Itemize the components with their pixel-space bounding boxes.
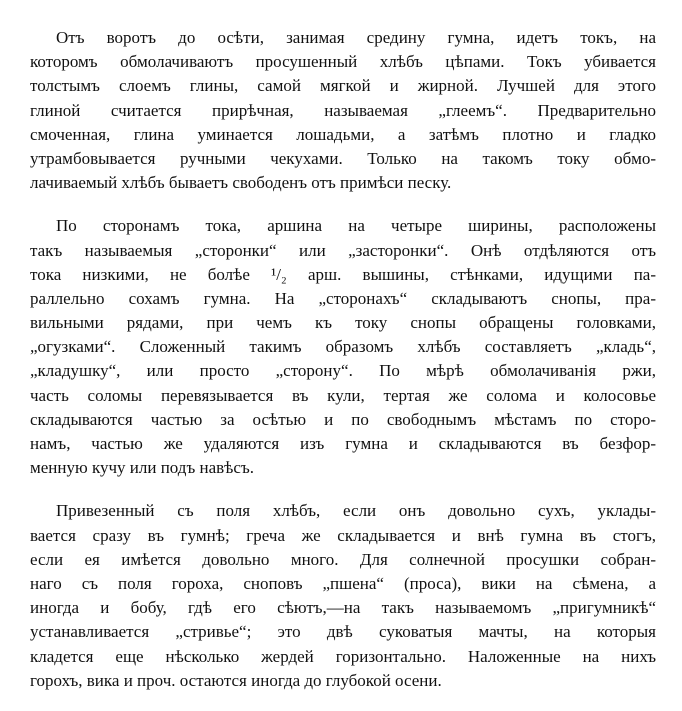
text-line: часть соломы перевязывается въ кули, тертая же солома и колосовье (30, 385, 656, 405)
text-line: иногда и бобу, гдѣ его сѣютъ,—на такъ называемомъ „пригумникѣ“ (30, 598, 656, 618)
text-line: вильными рядами, при чемъ къ току снопы обращены головками, (30, 313, 656, 333)
text-line: тока низкими, не болѣе ¹/₂ арш. вышины, стѣнками, идущими па- (30, 264, 656, 284)
text-line: „огузками“. Сложенный такимъ образомъ хлѣбъ составляетъ „кладь“, (30, 337, 656, 357)
text-line: наго съ поля гороха, сноповъ „пшена“ (проса), вики на сѣмена, а (30, 573, 656, 593)
text-line: если ея имѣется довольно много. Для солнечной просушки собран- (30, 549, 656, 569)
text-line: менную кучу или подъ навѣсъ. (30, 458, 254, 478)
text-line: Привезенный съ поля хлѣбъ, если онъ довольно сухъ, уклады- (56, 501, 656, 521)
text-line: горохъ, вика и проч. остаются иногда до глубокой осени. (30, 670, 442, 690)
text-line: Отъ воротъ до осѣти, занимая средину гумна, идетъ токъ, на (56, 28, 656, 47)
text-line: которомъ обмолачиваютъ просушенный хлѣбъ цѣпами. Токъ убивается (30, 52, 656, 72)
paragraph-drying (30, 499, 656, 693)
text-line: раллельно сохамъ гумна. На „сторонахъ“ складываютъ снопы, пра- (30, 288, 656, 308)
paragraph-storonki (30, 214, 656, 480)
text-line: По сторонамъ тока, аршина на четыре ширины, расположены (56, 216, 656, 236)
text-line: толстымъ слоемъ глины, самой мягкой и жирной. Лучшей для этого (30, 76, 656, 96)
text-line: лачиваемый хлѣбъ бываетъ свободенъ отъ примѣси песку. (30, 173, 452, 193)
text-line: такъ называемыя „сторонки“ или „засторонки“. Онѣ отдѣляются отъ (30, 240, 656, 260)
text-line: складываются частью за осѣтью и по свободнымъ мѣстамъ по сторо- (30, 409, 656, 429)
text-line: утрамбовывается ручными чекухами. Только на такомъ току обмо- (30, 148, 656, 168)
text-line: смоченная, глина уминается лошадьми, а затѣмъ плотно и гладко (30, 124, 656, 144)
text-line: устанавливается „стривье“; это двѣ суковатыя мачты, на которыя (30, 622, 656, 642)
text-line: глиной считается приpѣчная, называемая „глеемъ“. Предварительно (30, 100, 656, 120)
text-line: кладется еще нѣсколько жердей горизонтально. Наложенные на нихъ (30, 646, 656, 666)
paragraph-threshing-floor (30, 26, 656, 195)
text-line: намъ, частью же удаляются изъ гумна и складываются въ безфор- (30, 434, 656, 453)
document-page (30, 26, 656, 711)
text-line: „кладушку“, или просто „сторону“. По мѣрѣ обмолачиванія ржи, (30, 361, 656, 381)
text-line: вается сразу въ гумнѣ; греча же складывается и внѣ гумна въ стогъ, (30, 525, 656, 545)
